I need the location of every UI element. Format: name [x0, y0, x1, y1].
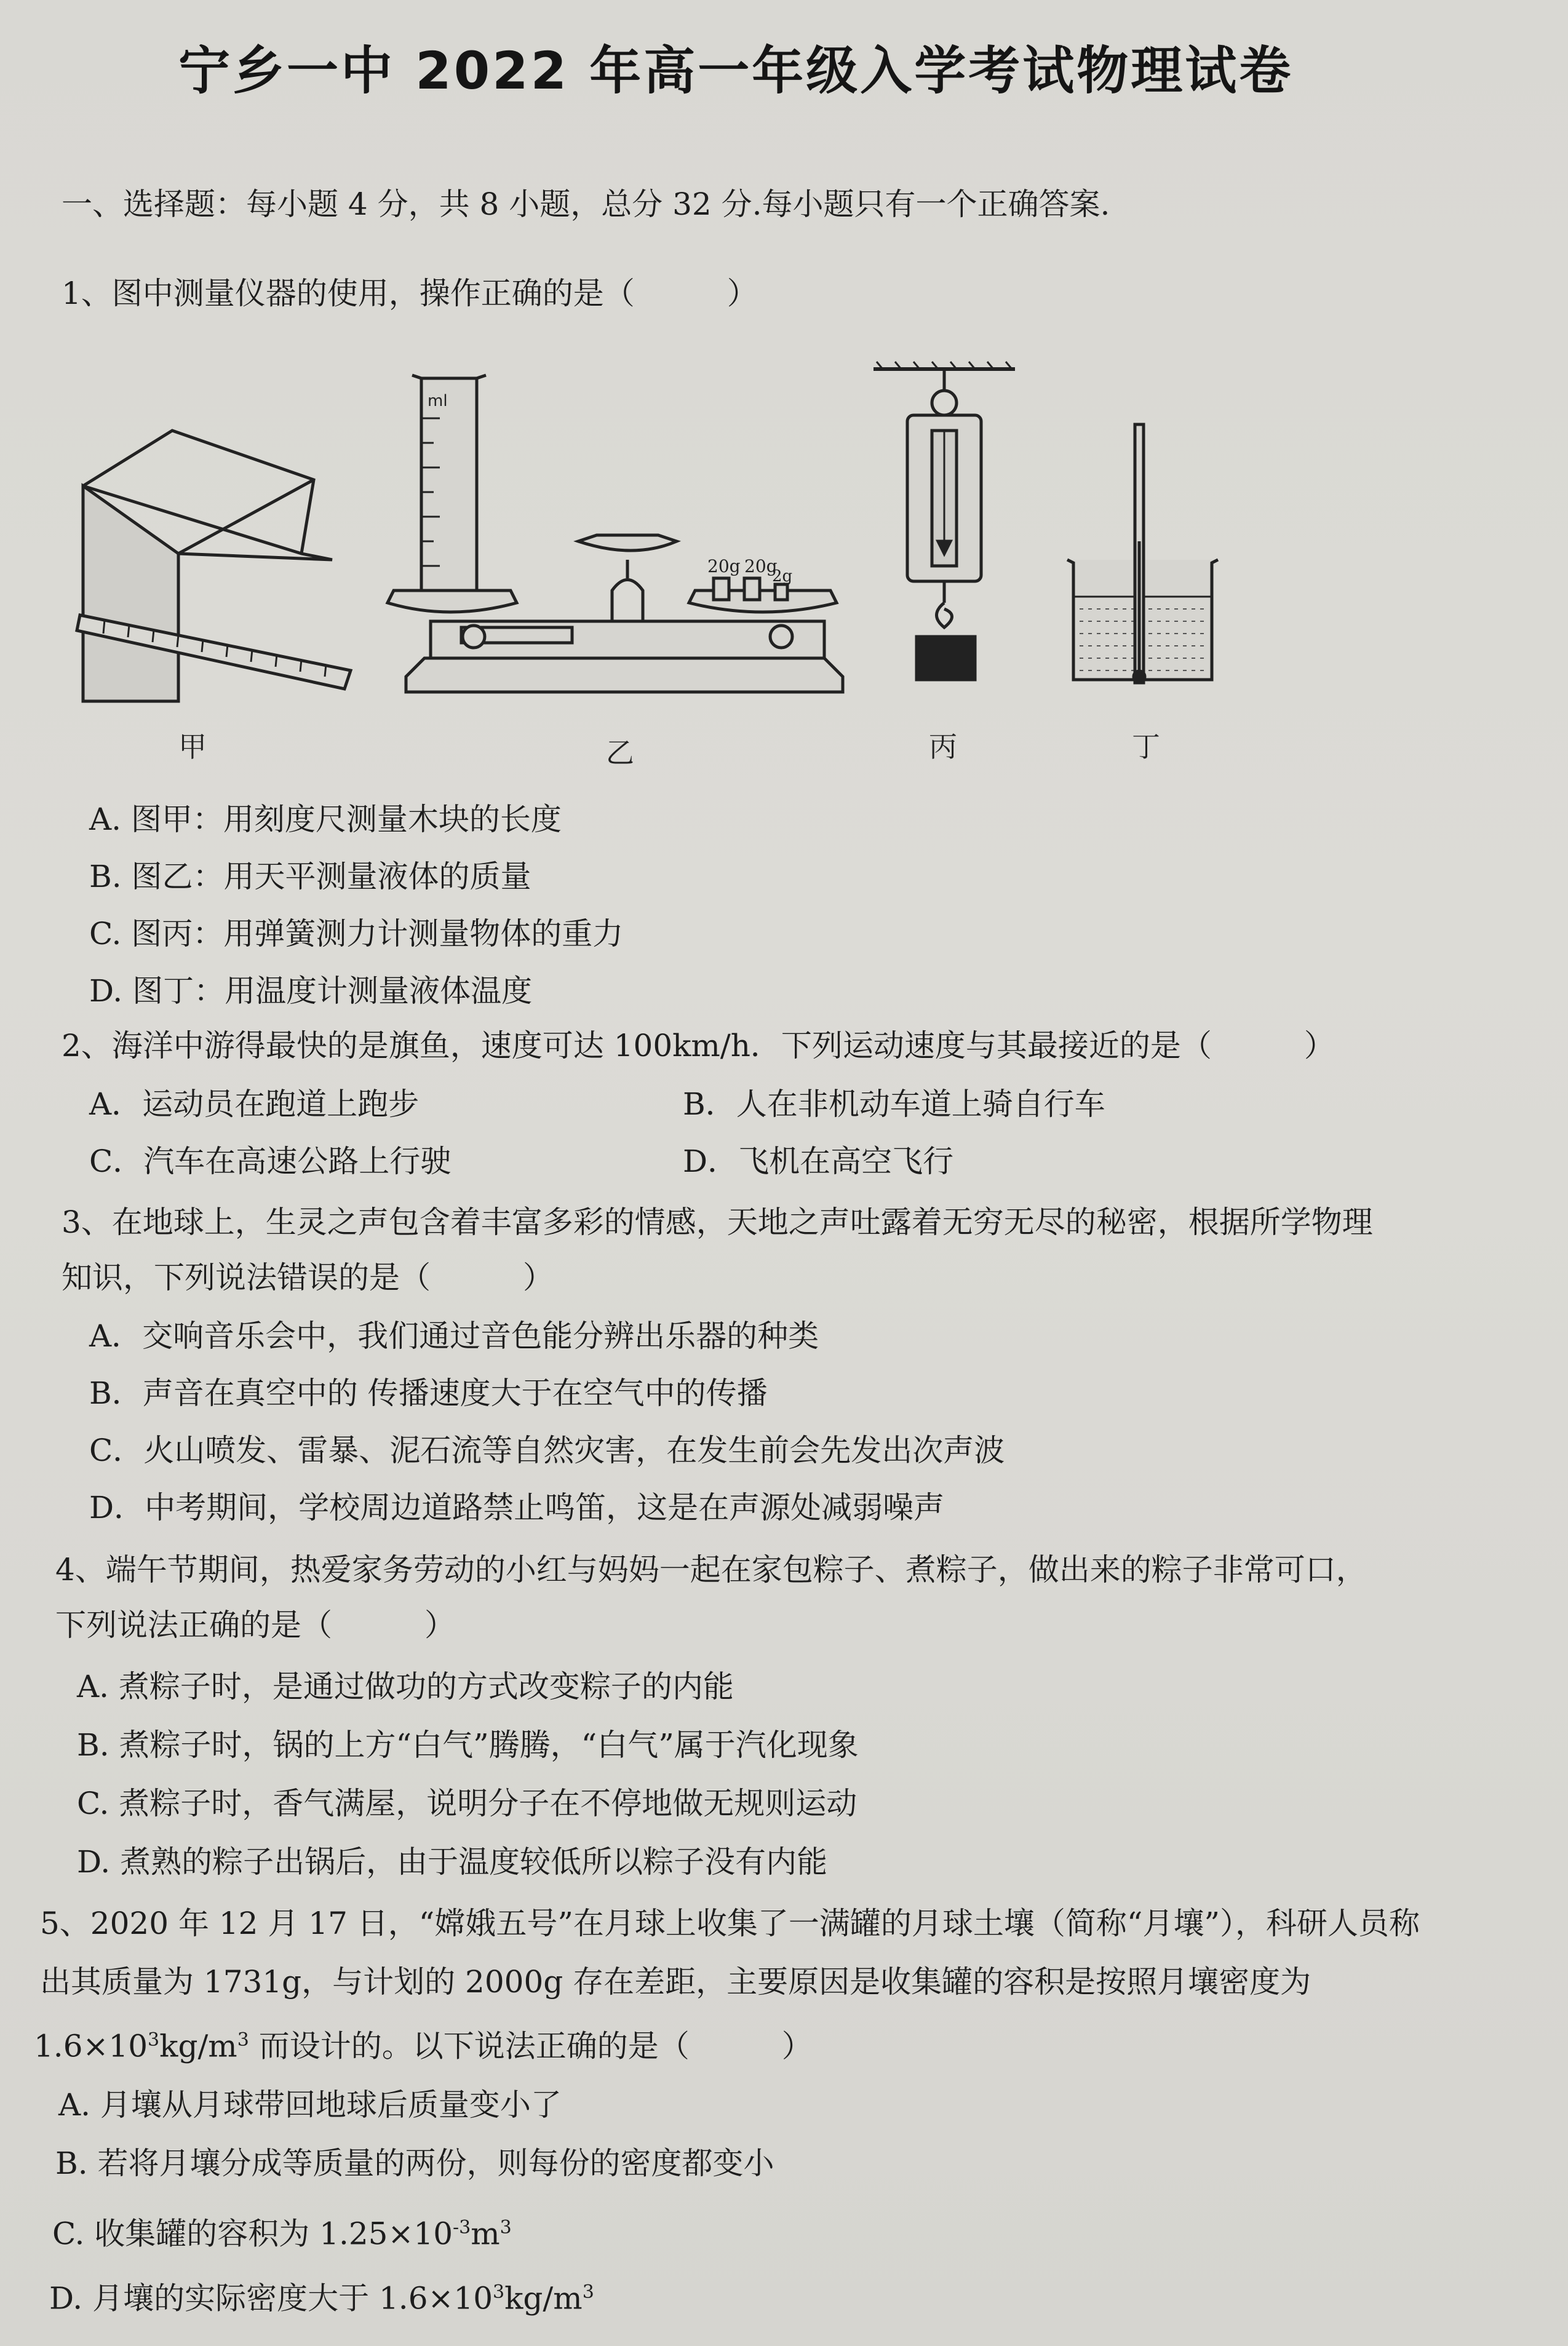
- q5-stem-line1: 5、2020 年 12 月 17 日，“嫦娥五号”在月球上收集了一满罐的月球土壤（简称“月壤”），科研人员称: [40, 1906, 1420, 1941]
- q1-option-b: B. 图乙：用天平测量液体的质量: [89, 859, 531, 894]
- thermometer-figure: [1067, 424, 1218, 683]
- q5-option-d-unit: kg/m: [504, 2280, 583, 2316]
- q5-density-unit-exp: 3: [237, 2029, 249, 2051]
- balance-figure: [388, 375, 843, 692]
- q4-option-d: D. 煮熟的粽子出锅后，由于温度较低所以粽子没有内能: [77, 1844, 828, 1880]
- q5-option-d: [49, 2273, 594, 2318]
- q5-density-exp: 3: [148, 2029, 160, 2051]
- q3-option-c: C．火山喷发、雷暴、泥石流等自然灾害，在发生前会先发出次声波: [89, 1433, 1005, 1468]
- q2-option-b: B．人在非机动车道上骑自行车: [683, 1086, 1105, 1122]
- q3-option-d: D．中考期间，学校周边道路禁止鸣笛，这是在声源处减弱噪声: [89, 1490, 945, 1525]
- q3-stem-line2: 知识，下列说法错误的是（ ）: [62, 1260, 554, 1295]
- q2-stem: 2、海洋中游得最快的是旗鱼，速度可达 100km/h．下列运动速度与其最接近的是（ ）: [62, 1028, 1335, 1064]
- q5-option-c-text: C. 收集罐的容积为 1.25×10: [52, 2216, 453, 2252]
- weight-label-2: 20g: [744, 556, 778, 576]
- q3-option-b: B．声音在真空中的 传播速度大于在空气中的传播: [89, 1375, 768, 1411]
- spring-scale-figure: [874, 362, 1015, 680]
- q5-option-d-text: D. 月壤的实际密度大于 1.6×10: [49, 2280, 493, 2316]
- q4-option-b: B. 煮粽子时，锅的上方“白气”腾腾，“白气”属于汽化现象: [77, 1727, 859, 1763]
- q5-option-d-exp: 3: [493, 2281, 505, 2303]
- q3-option-a: A．交响音乐会中，我们通过音色能分辨出乐器的种类: [89, 1318, 819, 1354]
- q1-option-d: D. 图丁：用温度计测量液体温度: [89, 973, 533, 1009]
- q4-option-c: C. 煮粽子时，香气满屋，说明分子在不停地做无规则运动: [77, 1786, 858, 1821]
- cylinder-unit-label: ml: [428, 392, 448, 410]
- q5-density-unit: kg/m: [159, 2028, 237, 2064]
- q5-option-c-unit: m: [471, 2216, 500, 2252]
- q5-density-value: 1.6×10: [34, 2028, 148, 2064]
- q4-option-a: A. 煮粽子时，是通过做功的方式改变粽子的内能: [77, 1669, 734, 1704]
- q5-option-c-exp: -3: [453, 2217, 471, 2238]
- q5-option-d-unit-exp: 3: [582, 2281, 594, 2303]
- q5-stem-line2: 出其质量为 1731g，与计划的 2000g 存在差距，主要原因是收集罐的容积是按照月壤密度为: [40, 1964, 1311, 2000]
- ruler-block-figure: [77, 431, 351, 701]
- q3-stem-line1: 3、在地球上，生灵之声包含着丰富多彩的情感，天地之声吐露着无穷无尽的秘密，根据所学物理: [62, 1204, 1373, 1240]
- figure-caption-jia: 甲: [178, 730, 207, 763]
- q5-stem-line3: [34, 2021, 813, 2066]
- q1-figures: [55, 357, 1286, 787]
- q2-option-c: C．汽车在高速公路上行驶: [89, 1143, 452, 1179]
- section-heading: 一、选择题：每小题 4 分，共 8 小题，总分 32 分.每小题只有一个正确答案.: [62, 186, 1110, 222]
- q2-option-d: D．飞机在高空飞行: [683, 1143, 954, 1179]
- figure-caption-yi: 乙: [606, 736, 634, 769]
- q4-stem-line2: 下列说法正确的是（ ）: [55, 1607, 455, 1643]
- weight-label-3: 2g: [772, 567, 793, 586]
- q1-option-a: A. 图甲：用刻度尺测量木块的长度: [89, 801, 562, 837]
- q1-option-c: C. 图丙：用弹簧测力计测量物体的重力: [89, 916, 624, 952]
- page-title: 宁乡一中 2022 年高一年级入学考试物理试卷: [178, 41, 1294, 101]
- q5-option-a: A. 月壤从月球带回地球后质量变小了: [58, 2087, 562, 2123]
- q5-option-c-unit-exp: 3: [499, 2217, 512, 2238]
- figure-caption-bing: 丙: [929, 730, 957, 763]
- q2-option-a: A．运动员在跑道上跑步: [89, 1086, 420, 1122]
- q5-option-c: [52, 2208, 512, 2254]
- q5-stem-tail: 而设计的。以下说法正确的是（ ）: [249, 2028, 813, 2064]
- weight-label-1: 20g: [707, 556, 741, 576]
- q4-stem-line1: 4、端午节期间，热爱家务劳动的小红与妈妈一起在家包粽子、煮粽子，做出来的粽子非常可口，: [55, 1552, 1367, 1588]
- q1-stem: 1、图中测量仪器的使用，操作正确的是（ ）: [62, 276, 758, 311]
- figure-caption-ding: 丁: [1132, 730, 1160, 763]
- q5-option-b: B. 若将月壤分成等质量的两份，则每份的密度都变小: [55, 2145, 774, 2181]
